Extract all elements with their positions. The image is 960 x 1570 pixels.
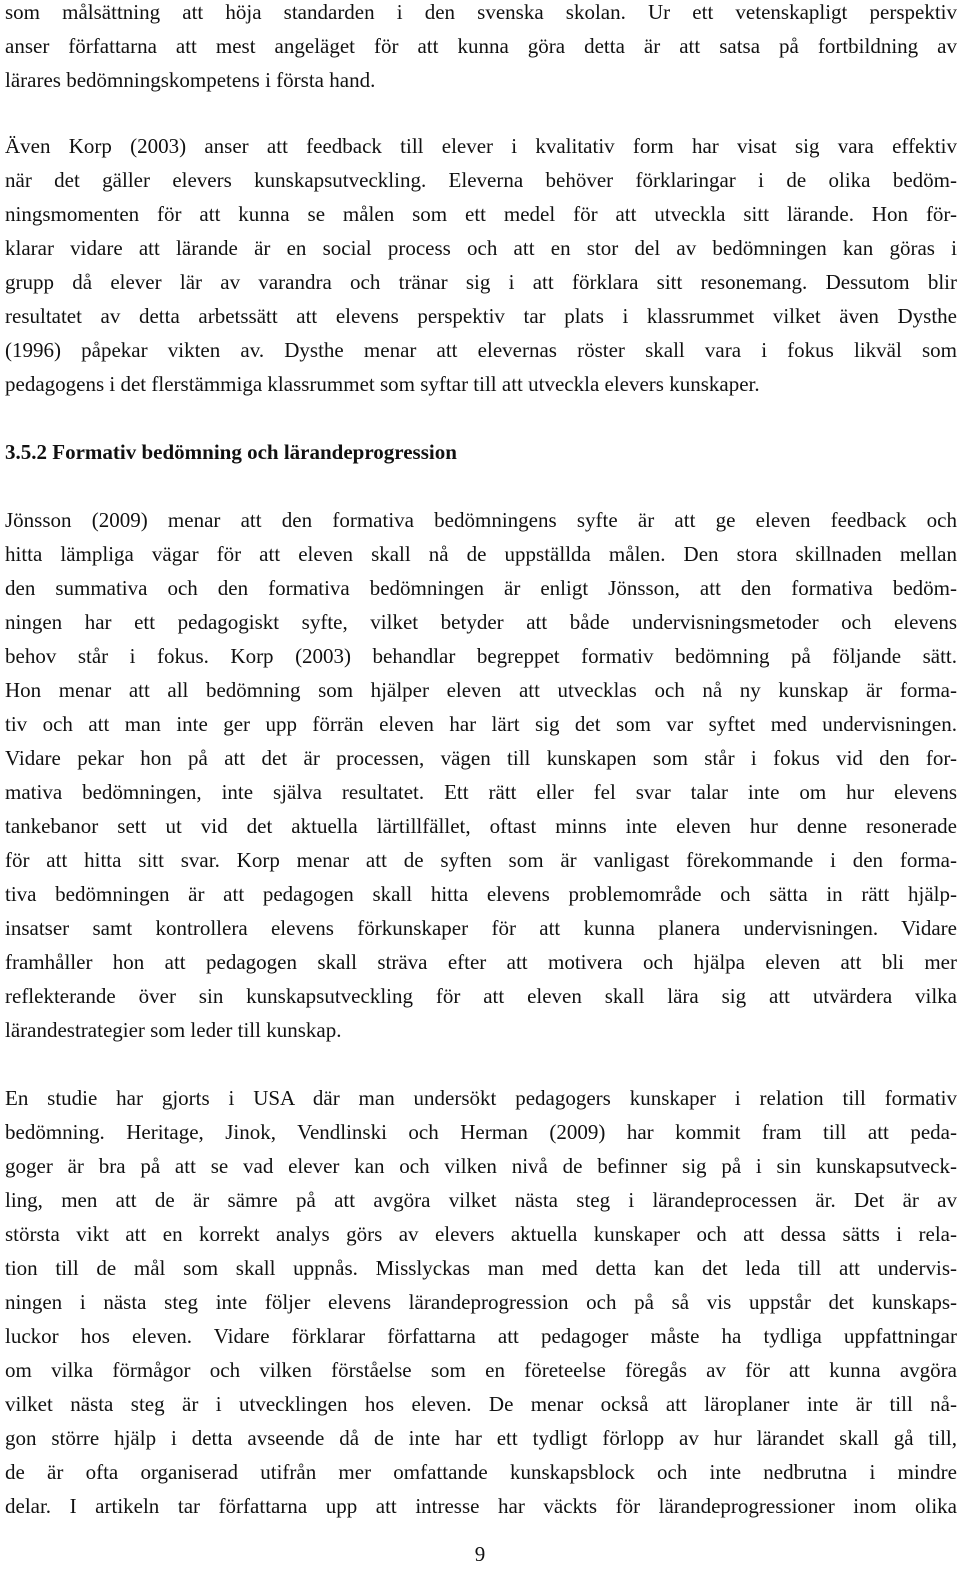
text-line: gon större hjälp i detta avseende då de inte har ett tydligt förlopp av hur lärandet skall gå till, xyxy=(5,1426,957,1450)
text-line: anser författarna att mest angeläget för att kunna göra detta är att satsa på fortbildning av xyxy=(5,34,957,58)
text-line: Även Korp (2003) anser att feedback till elever i kvalitativ form har visat sig vara effektiv xyxy=(5,134,957,158)
page-number: 9 xyxy=(474,1542,486,1566)
text-line: hitta lämpliga vägar för att eleven skall nå de uppställda målen. Den stora skillnaden mellan xyxy=(5,542,957,566)
text-line: pedagogens i det flerstämmiga klassrummet som syftar till att utveckla elevers kunskaper. xyxy=(5,372,760,396)
text-line: delar. I artikeln tar författarna upp att intresse har väckts för lärandeprogressioner inom olika xyxy=(5,1494,957,1518)
text-line: goger är bra på att se vad elever kan och vilken nivå de befinner sig på i sin kunskapsutveck- xyxy=(5,1154,957,1178)
text-line: lärares bedömningskompetens i första hand. xyxy=(5,68,376,92)
text-line: klarar vidare att lärande är en social process och att en stor del av bedömningen kan göras i xyxy=(5,236,957,260)
text-line: för att hitta sitt svar. Korp menar att de syften som är vanligast förekommande i den forma- xyxy=(5,848,957,872)
text-line: mativa bedömningen, inte själva resultatet. Ett rätt eller fel svar talar inte om hur elevens xyxy=(5,780,957,804)
text-line: de är ofta organiserad utifrån mer omfattande kunskapsblock och inte nedbrutna i mindre xyxy=(5,1460,957,1484)
text-line: luckor hos eleven. Vidare förklarar författarna att pedagoger måste ha tydliga uppfattningar xyxy=(5,1324,957,1348)
text-line: ningen i nästa steg inte följer elevens lärandeprogression och på så vis uppstår det kunskaps- xyxy=(5,1290,957,1314)
text-line: Vidare pekar hon på att det är processen, vägen till kunskapen som står i fokus vid den for- xyxy=(5,746,957,770)
text-line: framhåller hon att pedagogen skall sträva efter att motivera och hjälpa eleven att bli mer xyxy=(5,950,957,974)
text-line: lärandestrategier som leder till kunskap. xyxy=(5,1018,342,1042)
text-line: resultatet av detta arbetssätt att elevens perspektiv tar plats i klassrummet vilket även Dysthe xyxy=(5,304,957,328)
text-line: Hon menar att all bedömning som hjälper eleven att utvecklas och nå ny kunskap är forma- xyxy=(5,678,957,702)
text-line: tankebanor sett ut vid det aktuella lärtillfället, oftast minns inte eleven hur denne resonerade xyxy=(5,814,957,838)
text-line: reflekterande över sin kunskapsutveckling för att eleven skall lära sig att utvärdera vilka xyxy=(5,984,957,1008)
section-heading: 3.5.2 Formativ bedömning och lärandeprogression xyxy=(5,440,457,464)
text-line: största vikt att en korrekt analys görs av elevers aktuella kunskaper och att dessa sätts i rela- xyxy=(5,1222,957,1246)
text-line: om vilka förmågor och vilken förståelse som en företeelse föregås av för att kunna avgöra xyxy=(5,1358,957,1382)
text-line: Jönsson (2009) menar att den formativa bedömningens syfte är att ge eleven feedback och xyxy=(5,508,957,532)
text-line: tiv och att man inte ger upp förrän eleven har lärt sig det som var syftet med undervisningen. xyxy=(5,712,957,736)
text-line: (1996) påpekar vikten av. Dysthe menar att elevernas röster skall vara i fokus likväl som xyxy=(5,338,957,362)
text-line: när det gäller elevers kunskapsutveckling. Eleverna behöver förklaringar i de olika bedöm- xyxy=(5,168,957,192)
text-line: grupp då elever lär av varandra och tränar sig i att förklara sitt resonemang. Dessutom blir xyxy=(5,270,957,294)
text-line: tiva bedömningen är att pedagogen skall hitta elevens problemområde och sätta in rätt hjälp- xyxy=(5,882,957,906)
text-line: behov står i fokus. Korp (2003) behandlar begreppet formativ bedömning på följande sätt. xyxy=(5,644,957,668)
text-line: den summativa och den formativa bedömningen är enligt Jönsson, att den formativa bedöm- xyxy=(5,576,957,600)
text-line: tion till de mål som skall uppnås. Misslyckas man med detta kan det leda till att undervis- xyxy=(5,1256,957,1280)
text-line: som målsättning att höja standarden i den svenska skolan. Ur ett vetenskapligt perspektiv xyxy=(5,0,957,24)
text-line: ningsmomenten för att kunna se målen som ett medel för att utveckla sitt lärande. Hon för- xyxy=(5,202,957,226)
text-line: ling, men att de är sämre på att avgöra vilket nästa steg i lärandeprocessen är. Det är av xyxy=(5,1188,957,1212)
text-line: vilket nästa steg är i utvecklingen hos eleven. De menar också att läroplaner inte är till nå- xyxy=(5,1392,957,1416)
text-line: ningen har ett pedagogiskt syfte, vilket betyder att både undervisningsmetoder och elevens xyxy=(5,610,957,634)
text-line: insatser samt kontrollera elevens förkunskaper för att kunna planera undervisningen. Vidare xyxy=(5,916,957,940)
text-line: bedömning. Heritage, Jinok, Vendlinski och Herman (2009) har kommit fram till att peda- xyxy=(5,1120,957,1144)
text-line: En studie har gjorts i USA där man undersökt pedagogers kunskaper i relation till formativ xyxy=(5,1086,957,1110)
